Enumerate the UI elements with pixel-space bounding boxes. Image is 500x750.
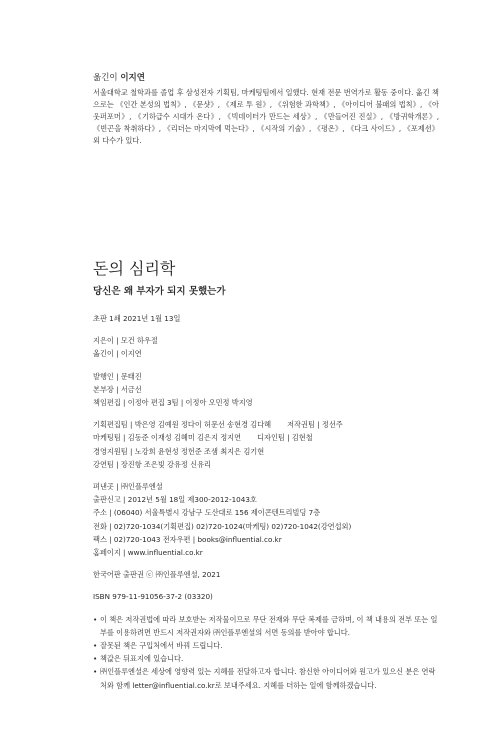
note-item: • 잘못된 책은 구입처에서 바꿔 드립니다. bbox=[93, 639, 439, 652]
copyright-team: 저작권팀 | 정선주 bbox=[287, 420, 343, 430]
editor-credit: 책임편집 | 이정아 편집 3팀 | 이정아 오민정 박지영 bbox=[93, 398, 253, 408]
note-item: • ㈜인플루엔셜은 세상에 영향력 있는 지혜를 전달하고자 합니다. 참신한 아이디어와 원고가 있으신 분은 연락처와 함께 letter@influential.co.kr로 보내주세요. 지혜를 더하는 일에 함께하겠습니다. bbox=[93, 665, 439, 691]
planning-editors: 기획편집팀 | 박은영 김예원 정다이 허문선 송현경 김다혜 bbox=[93, 420, 272, 430]
publisher-homepage: 홈페이지 | www.influential.co.kr bbox=[93, 548, 203, 558]
publisher-registration: 출판신고 | 2012년 5월 18일 제300-2012-1043호 bbox=[93, 495, 257, 505]
note-item: • 이 책은 저작권법에 따라 보호받는 저작물이므로 무단 전재와 무단 복제를 금하며, 이 책 내용의 전부 또는 일부를 이용하려면 반드시 저작권자와 ㈜인플루엔셜의 서면 동의를 받아야 합니다. bbox=[93, 613, 439, 639]
lecture-team: 강연팀 | 장진항 조은빛 강유정 신유리 bbox=[93, 459, 211, 469]
translator-name: 이지연 bbox=[120, 73, 145, 83]
marketing-team: 마케팅팀 | 김동준 이재성 김혜미 김은지 정지연 bbox=[93, 433, 242, 443]
publisher-fax-email: 팩스 | 02)720-1043 전자우편 | books@influential.co.kr bbox=[93, 534, 282, 544]
translator-bio: 서울대학교 철학과를 졸업 후 삼성전자 기획팀, 마케팅팀에서 일했다. 현재 전문 번역가로 활동 중이다. 옮긴 책으로는 《인간 본성의 법칙》, 《문샷》, 《제로 투 원》, 《위험한 과학책》, 《아이디어 불패의 법칙》, 《아웃퍼포머》, 《기하급수 시대가 온다》, 《빅데이터가 만드는 세상》, 《만들어진 진실》, 《방귀학개론》, 《빈곤을 착취하다》, 《리더는 마지막에 먹는다》, 《시작의 기술》, 《평온》, 《다크 사이드》, 《포제션》 외 다수가 있다. bbox=[93, 88, 439, 145]
publisher-company: 펴낸곳 | ㈜인플루엔셜 bbox=[93, 482, 163, 492]
colophon-page bbox=[93, 72, 439, 692]
translator-credit: 옮긴이 | 이지연 bbox=[93, 349, 142, 359]
copyright-notice: 한국어판 출판권 ⓒ ㈜인플루엔셜, 2021 bbox=[93, 570, 221, 580]
book-title: 돈의 심리학 bbox=[93, 259, 176, 278]
publisher-phone: 전화 | 02)720-1034(기획편집) 02)720-1024(마케팅) 02)720-1042(강연섭외) bbox=[93, 521, 352, 531]
isbn: ISBN 979-11-91056-37-2 (03320) bbox=[93, 592, 213, 602]
note-item: • 책값은 뒤표지에 있습니다. bbox=[93, 652, 439, 665]
translator-role-label: 옮긴이 bbox=[93, 73, 118, 83]
publisher-address: 주소 | (06040) 서울특별시 강남구 도산대로 156 제이콘텐트리빌딩 7층 bbox=[93, 508, 321, 518]
publisher-credit: 발행인 | 문태진 bbox=[93, 371, 142, 381]
staff-row-1 bbox=[93, 418, 439, 431]
management-team: 경영지원팀 | 노강희 윤현성 정헌준 조샘 최지은 김기현 bbox=[93, 446, 265, 456]
translator-heading bbox=[93, 72, 439, 84]
design-team: 디자인팀 | 김현철 bbox=[257, 433, 313, 443]
author-credit: 지은이 | 모건 하우절 bbox=[93, 336, 158, 346]
director-credit: 본부장 | 서금선 bbox=[93, 384, 142, 394]
edition-info: 초판 1쇄 2021년 1월 13일 bbox=[93, 314, 181, 323]
book-subtitle: 당신은 왜 부자가 되지 못했는가 bbox=[93, 286, 226, 297]
notes-list bbox=[93, 613, 439, 692]
staff-row-2 bbox=[93, 431, 439, 444]
